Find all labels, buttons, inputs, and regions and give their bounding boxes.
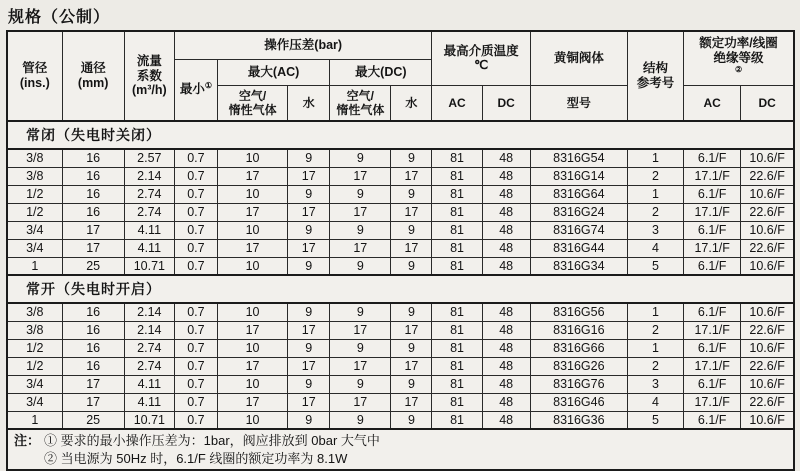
cell: 10.6/F: [741, 375, 794, 393]
air-label-2: 惰性气体: [228, 102, 277, 117]
cell: 6.1/F: [684, 411, 741, 429]
min-footnote-mark: ①: [204, 81, 213, 91]
col-header-min-pressure: 最小①: [174, 59, 217, 121]
cell: 10: [217, 339, 287, 357]
cell: 8316G14: [530, 167, 627, 185]
cell: 81: [432, 239, 482, 257]
cell: 1/2: [7, 357, 62, 375]
cell: 16: [62, 357, 124, 375]
cell: 81: [432, 357, 482, 375]
cell: 17: [217, 393, 287, 411]
cell: 10: [217, 257, 287, 275]
cell: 4.11: [124, 239, 174, 257]
cell: 48: [482, 375, 530, 393]
cell: 10.71: [124, 411, 174, 429]
pipe-size-unit: (ins.): [19, 76, 50, 90]
cell: 3/4: [7, 239, 62, 257]
table-row: [7, 375, 794, 393]
cell: 17: [288, 321, 330, 339]
cell: 9: [330, 221, 391, 239]
cell: 1: [627, 185, 683, 203]
cell: 81: [432, 257, 482, 275]
cell: 48: [482, 393, 530, 411]
cell: 4: [627, 393, 683, 411]
cell: 9: [288, 257, 330, 275]
cell: 3: [627, 221, 683, 239]
cell: 5: [627, 411, 683, 429]
col-header-pipe-size: [7, 31, 62, 121]
cell: 0.7: [174, 203, 217, 221]
spec-table: [6, 30, 795, 471]
table-row: [7, 239, 794, 257]
cell: 2.14: [124, 303, 174, 321]
cell: 1: [627, 339, 683, 357]
cell: 17: [62, 239, 124, 257]
notes-row: [7, 429, 794, 470]
cell: 9: [391, 303, 432, 321]
table-row: [7, 303, 794, 321]
cell: 81: [432, 375, 482, 393]
col-header-flow-coefficient: [124, 31, 174, 121]
cell: 10: [217, 375, 287, 393]
cell: 16: [62, 339, 124, 357]
cell: 25: [62, 257, 124, 275]
flow-label-2: 系数: [136, 68, 162, 83]
group-header-max-fluid-temp: [432, 31, 530, 85]
cell: 6.1/F: [684, 257, 741, 275]
cell: 17.1/F: [684, 167, 741, 185]
cell: 9: [391, 339, 432, 357]
cell: 9: [288, 149, 330, 167]
cell: 3/8: [7, 149, 62, 167]
col-header-dc-air: [330, 85, 391, 121]
cell: 17: [330, 203, 391, 221]
cell: 9: [288, 221, 330, 239]
cell: 81: [432, 393, 482, 411]
air-label-1: 空气/: [238, 88, 267, 103]
flow-unit: (m³/h): [131, 83, 167, 98]
cell: 48: [482, 411, 530, 429]
cell: 10.71: [124, 257, 174, 275]
cell: 8316G24: [530, 203, 627, 221]
cell: 2: [627, 203, 683, 221]
notes-lines: [44, 432, 380, 467]
cell: 0.7: [174, 339, 217, 357]
col-header-temp-ac: AC: [432, 85, 482, 121]
cell: 10.6/F: [741, 149, 794, 167]
cell: 9: [391, 221, 432, 239]
construction-label-2: 参考号: [636, 76, 675, 90]
cell: 3: [627, 375, 683, 393]
cell: 81: [432, 411, 482, 429]
cell: 5: [627, 257, 683, 275]
cell: 9: [330, 339, 391, 357]
cell: 8316G46: [530, 393, 627, 411]
table-row: [7, 321, 794, 339]
col-header-dc-water: 水: [391, 85, 432, 121]
cell: 0.7: [174, 221, 217, 239]
cell: 17: [62, 393, 124, 411]
cell: 48: [482, 203, 530, 221]
cell: 48: [482, 167, 530, 185]
table-row: [7, 357, 794, 375]
section-label: 常闭（失电时关闭）: [7, 121, 794, 149]
cell: 22.6/F: [741, 321, 794, 339]
cell: 9: [391, 257, 432, 275]
cell: 8316G44: [530, 239, 627, 257]
cell: 17.1/F: [684, 393, 741, 411]
cell: 48: [482, 149, 530, 167]
cell: 9: [288, 185, 330, 203]
table-row: [7, 411, 794, 429]
cell: 48: [482, 257, 530, 275]
cell: 10.6/F: [741, 339, 794, 357]
col-header-construction-ref: [627, 31, 683, 121]
table-row: [7, 167, 794, 185]
group-header-max-ac: 最大(AC): [217, 59, 329, 85]
cell: 10.6/F: [741, 411, 794, 429]
cell: 10: [217, 221, 287, 239]
cell: 6.1/F: [684, 221, 741, 239]
note-line-1: ① 要求的最小操作压差为：1bar，阀应排放到 0bar 大气中: [44, 433, 380, 448]
col-header-model: 型号: [530, 85, 627, 121]
power-label-2: 绝缘等级 ②: [713, 50, 764, 74]
col-header-temp-dc: DC: [482, 85, 530, 121]
cell: 2.57: [124, 149, 174, 167]
cell: 48: [482, 357, 530, 375]
cell: 8316G36: [530, 411, 627, 429]
orifice-label: 通径: [80, 61, 106, 76]
cell: 17: [330, 393, 391, 411]
table-row: [7, 221, 794, 239]
power-footnote-mark: ②: [734, 64, 743, 74]
cell: 1: [7, 411, 62, 429]
flow-label-1: 流量: [136, 53, 162, 68]
cell: 9: [391, 149, 432, 167]
cell: 6.1/F: [684, 375, 741, 393]
group-header-power-insulation: [684, 31, 794, 85]
power-label-1: 额定功率/线圈: [699, 36, 778, 51]
cell: 17: [288, 167, 330, 185]
cell: 17: [391, 321, 432, 339]
cell: 17: [391, 393, 432, 411]
cell: 16: [62, 185, 124, 203]
cell: 17: [217, 239, 287, 257]
cell: 17: [217, 321, 287, 339]
section-header-row: [7, 275, 794, 303]
cell: 17: [62, 221, 124, 239]
cell: 81: [432, 321, 482, 339]
cell: 9: [288, 303, 330, 321]
cell: 6.1/F: [684, 303, 741, 321]
table-footer: [7, 429, 794, 470]
section-label: 常开（失电时开启）: [7, 275, 794, 303]
cell: 0.7: [174, 393, 217, 411]
cell: 2.74: [124, 185, 174, 203]
cell: 10.6/F: [741, 185, 794, 203]
cell: 0.7: [174, 149, 217, 167]
cell: 17: [330, 357, 391, 375]
cell: 1/2: [7, 203, 62, 221]
cell: 2.14: [124, 321, 174, 339]
cell: 17: [288, 393, 330, 411]
cell: 16: [62, 203, 124, 221]
cell: 8316G66: [530, 339, 627, 357]
cell: 48: [482, 221, 530, 239]
cell: 2.14: [124, 167, 174, 185]
cell: 17: [217, 167, 287, 185]
cell: 48: [482, 321, 530, 339]
cell: 17.1/F: [684, 321, 741, 339]
cell: 8316G54: [530, 149, 627, 167]
cell: 9: [330, 411, 391, 429]
col-header-ac-air: [217, 85, 287, 121]
cell: 2: [627, 357, 683, 375]
table-row: [7, 149, 794, 167]
cell: 48: [482, 239, 530, 257]
cell: 8316G74: [530, 221, 627, 239]
cell: 17: [391, 203, 432, 221]
cell: 8316G34: [530, 257, 627, 275]
table-body: [7, 121, 794, 429]
group-header-max-dc: 最大(DC): [330, 59, 432, 85]
cell: 9: [288, 339, 330, 357]
cell: 1/2: [7, 185, 62, 203]
cell: 1: [7, 257, 62, 275]
cell: 10: [217, 185, 287, 203]
cell: 16: [62, 321, 124, 339]
cell: 10: [217, 411, 287, 429]
cell: 3/8: [7, 321, 62, 339]
cell: 81: [432, 339, 482, 357]
table-row: [7, 393, 794, 411]
cell: 17: [330, 167, 391, 185]
cell: 9: [288, 411, 330, 429]
cell: 81: [432, 221, 482, 239]
cell: 9: [391, 411, 432, 429]
cell: 9: [330, 257, 391, 275]
cell: 17.1/F: [684, 239, 741, 257]
cell: 17: [391, 167, 432, 185]
cell: 48: [482, 339, 530, 357]
cell: 4.11: [124, 393, 174, 411]
cell: 4.11: [124, 221, 174, 239]
cell: 0.7: [174, 239, 217, 257]
col-header-power-ac: AC: [684, 85, 741, 121]
cell: 8316G26: [530, 357, 627, 375]
col-header-ac-water: 水: [288, 85, 330, 121]
orifice-unit: (mm): [77, 76, 109, 90]
group-header-operating-pressure: 操作压差(bar): [174, 31, 432, 59]
cell: 0.7: [174, 411, 217, 429]
cell: 17: [217, 357, 287, 375]
cell: 16: [62, 149, 124, 167]
construction-label-1: 结构: [643, 61, 669, 76]
notes-prefix: 注：: [14, 433, 41, 448]
cell: 8316G56: [530, 303, 627, 321]
cell: 9: [330, 149, 391, 167]
cell: 1: [627, 149, 683, 167]
cell: 0.7: [174, 303, 217, 321]
col-header-orifice: [62, 31, 124, 121]
cell: 0.7: [174, 185, 217, 203]
cell: 8316G76: [530, 375, 627, 393]
cell: 22.6/F: [741, 167, 794, 185]
cell: 22.6/F: [741, 357, 794, 375]
cell: 9: [330, 185, 391, 203]
cell: 17.1/F: [684, 357, 741, 375]
cell: 2.74: [124, 357, 174, 375]
cell: 2.74: [124, 203, 174, 221]
cell: 16: [62, 303, 124, 321]
cell: 17: [330, 239, 391, 257]
table-row: [7, 257, 794, 275]
cell: 6.1/F: [684, 149, 741, 167]
air-label-1: 空气/: [346, 88, 374, 103]
cell: 17: [217, 203, 287, 221]
cell: 16: [62, 167, 124, 185]
cell: 2.74: [124, 339, 174, 357]
table-row: [7, 185, 794, 203]
cell: 2: [627, 321, 683, 339]
cell: 4: [627, 239, 683, 257]
cell: 17: [288, 239, 330, 257]
cell: 0.7: [174, 375, 217, 393]
cell: 22.6/F: [741, 393, 794, 411]
cell: 81: [432, 185, 482, 203]
table-header: [7, 31, 794, 121]
cell: 1: [627, 303, 683, 321]
pipe-size-label: 管径: [22, 61, 48, 76]
cell: 17.1/F: [684, 203, 741, 221]
cell: 0.7: [174, 357, 217, 375]
cell: 1/2: [7, 339, 62, 357]
temp-label: 最高介质温度: [443, 43, 519, 58]
cell: 3/4: [7, 375, 62, 393]
cell: 81: [432, 149, 482, 167]
cell: 8316G64: [530, 185, 627, 203]
cell: 10.6/F: [741, 303, 794, 321]
cell: 9: [391, 185, 432, 203]
cell: 0.7: [174, 257, 217, 275]
group-header-brass-body: 黄铜阀体: [530, 31, 627, 85]
cell: 48: [482, 185, 530, 203]
cell: 9: [288, 375, 330, 393]
cell: 8316G16: [530, 321, 627, 339]
cell: 22.6/F: [741, 239, 794, 257]
cell: 6.1/F: [684, 339, 741, 357]
cell: 0.7: [174, 167, 217, 185]
cell: 2: [627, 167, 683, 185]
cell: 17: [288, 203, 330, 221]
cell: 17: [62, 375, 124, 393]
cell: 9: [330, 375, 391, 393]
cell: 17: [330, 321, 391, 339]
cell: 4.11: [124, 375, 174, 393]
page-title: 规格（公制）: [8, 9, 111, 26]
section-header-row: [7, 121, 794, 149]
col-header-power-dc: DC: [741, 85, 794, 121]
cell: 10: [217, 303, 287, 321]
cell: 81: [432, 203, 482, 221]
cell: 0.7: [174, 321, 217, 339]
notes-cell: [7, 429, 794, 470]
cell: 81: [432, 167, 482, 185]
cell: 48: [482, 303, 530, 321]
cell: 10.6/F: [741, 221, 794, 239]
temp-unit: ℃: [474, 58, 489, 73]
cell: 81: [432, 303, 482, 321]
cell: 3/8: [7, 167, 62, 185]
cell: 3/4: [7, 393, 62, 411]
cell: 3/4: [7, 221, 62, 239]
table-row: [7, 203, 794, 221]
air-label-2: 惰性气体: [336, 102, 385, 117]
cell: 10.6/F: [741, 257, 794, 275]
cell: 6.1/F: [684, 185, 741, 203]
cell: 17: [288, 357, 330, 375]
cell: 17: [391, 239, 432, 257]
cell: 22.6/F: [741, 203, 794, 221]
cell: 9: [391, 375, 432, 393]
note-line-2: ② 当电源为 50Hz 时，6.1/F 线圈的额定功率为 8.1W: [44, 450, 348, 466]
cell: 3/8: [7, 303, 62, 321]
cell: 9: [330, 303, 391, 321]
table-row: [7, 339, 794, 357]
cell: 25: [62, 411, 124, 429]
cell: 10: [217, 149, 287, 167]
cell: 17: [391, 357, 432, 375]
